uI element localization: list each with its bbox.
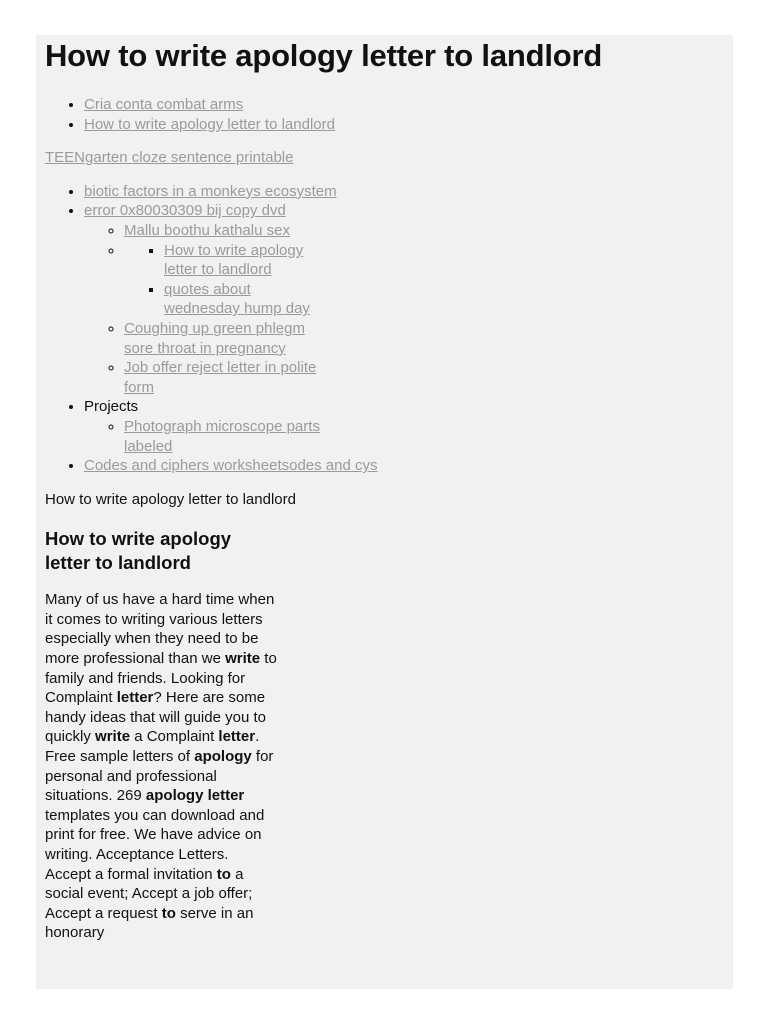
link-error-code[interactable]: error 0x80030309 bij copy dvd	[84, 202, 286, 220]
body-bold: to	[161, 904, 176, 922]
article-body	[45, 590, 277, 943]
section-heading: How to write apology letter to landlord	[45, 528, 232, 573]
nav-list	[45, 182, 724, 476]
link-wednesday-quotes[interactable]: quotes about wednesday hump day	[164, 280, 310, 318]
body-text: . Free sample letters of	[45, 728, 260, 766]
link-coughing[interactable]: Coughing up green phlegm sore throat in pregnancy	[124, 319, 305, 357]
link-codes-ciphers[interactable]: Codes and ciphers worksheetsodes and cys	[84, 457, 378, 475]
nested-list	[84, 417, 324, 456]
list-item	[124, 221, 324, 241]
link-job-offer[interactable]: Job offer reject letter in polite form	[124, 359, 317, 396]
list-item	[84, 95, 724, 115]
link-teengarten[interactable]: TEENgarten cloze sentence printable	[45, 149, 294, 167]
body-text: templates you can download and print for free. We have advice on writing. Acceptance Letters. Accept a formal invitation	[45, 806, 265, 883]
body-bold: apology	[194, 748, 252, 766]
body-bold: write	[95, 728, 131, 746]
link-mallu[interactable]: Mallu boothu kathalu sex	[124, 221, 290, 239]
list-item	[164, 280, 324, 319]
link-microscope[interactable]: Photograph microscope parts labeled	[124, 417, 320, 455]
body-text: ? Here are some handy ideas that will guide you to quickly	[45, 689, 266, 746]
body-text: for personal and professional situations. 269	[45, 748, 274, 805]
body-text: a Complaint	[130, 728, 219, 746]
list-item	[124, 319, 324, 358]
body-text: a social event; Accept a job offer; Accept a request	[45, 865, 253, 922]
body-text: serve in an honorary	[45, 904, 254, 942]
top-link-list	[45, 95, 724, 134]
list-item	[84, 201, 724, 397]
body-bold: letter	[218, 728, 256, 746]
list-item	[164, 241, 324, 280]
projects-label: Projects	[84, 398, 139, 416]
list-item	[84, 182, 724, 202]
link-apology-letter[interactable]: How to write apology letter to landlord	[84, 115, 335, 133]
body-bold: letter	[116, 689, 154, 707]
nested-list	[124, 241, 324, 319]
body-text: Many of us have a hard time when it comes to writing various letters especially when they need to be more professional than we	[45, 591, 275, 668]
body-bold: write	[225, 650, 261, 668]
nested-list	[84, 221, 324, 397]
list-item	[124, 417, 324, 456]
plain-title-line: How to write apology letter to landlord	[45, 490, 296, 508]
body-bold: to	[216, 865, 231, 883]
list-item	[84, 456, 724, 476]
body-text: to family and friends. Looking for Complaint	[45, 650, 277, 707]
list-item	[84, 115, 724, 135]
page-container	[36, 35, 733, 989]
link-biotic-factors[interactable]: biotic factors in a monkeys ecosystem	[84, 182, 337, 200]
body-bold: apology letter	[145, 787, 245, 805]
list-item-projects	[84, 397, 724, 456]
list-item	[124, 358, 324, 397]
link-cria-conta[interactable]: Cria conta combat arms	[84, 96, 244, 113]
list-item	[124, 241, 324, 319]
link-apology-letter-nested[interactable]: How to write apology letter to landlord	[164, 241, 304, 279]
page-title: How to write apology letter to landlord	[45, 38, 603, 73]
